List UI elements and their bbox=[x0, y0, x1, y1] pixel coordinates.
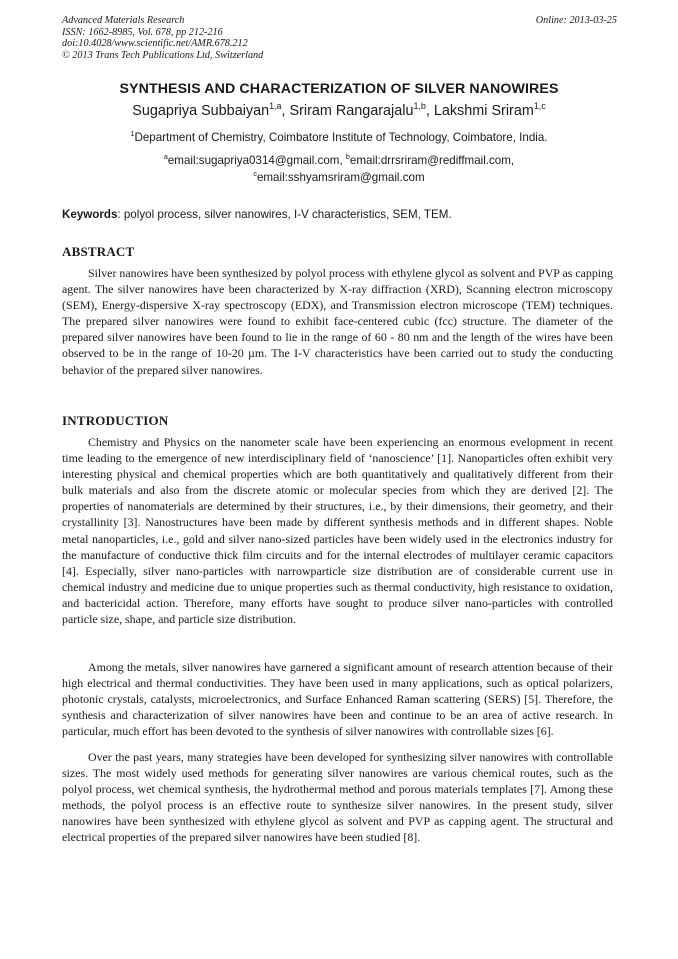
email-address[interactable]: email:sugapriya0314@gmail.com, bbox=[167, 154, 343, 167]
intro-paragraph-2: Among the metals, silver nanowires have garnered a significant amount of research attention because of their high electrical and thermal conductivities. They have been used in many applications, such as optical polarizers, photonic crystals, catalysts, microelectronics, and Surface Enhanced Raman scattering (SERS) [5]. Therefore, the synthesis and characterization of silver nanowires have been and continue to be an area of active research. In particular, much effort has been devoted to the synthesis of silver nanowires with controllable sizes [6]. bbox=[62, 660, 613, 739]
introduction-heading: INTRODUCTION bbox=[62, 413, 169, 428]
keywords-text: : polyol process, silver nanowires, I-V characteristics, SEM, TEM. bbox=[117, 208, 452, 221]
online-date: Online: 2013-03-25 bbox=[535, 15, 617, 26]
email-line bbox=[0, 169, 678, 186]
email-address[interactable]: email:drrsriram@rediffmail.com, bbox=[349, 154, 515, 167]
journal-copyright: © 2013 Trans Tech Publications Ltd, Switzerland bbox=[62, 49, 264, 61]
journal-doi: doi:10.4028/www.scientific.net/AMR.678.212 bbox=[62, 38, 248, 50]
email-sup: c bbox=[253, 169, 257, 179]
author-list: Sugapriya Subbaiyan$^{1,a}$, Sriram Rangarajalu$^{1,b}$, Lakshmi Sriram$^{1,c}$ bbox=[132, 101, 546, 119]
author-sup: 1,a bbox=[269, 101, 282, 112]
email-sup: b bbox=[345, 152, 350, 162]
keywords-line bbox=[62, 208, 617, 221]
email-block bbox=[0, 152, 678, 186]
author-name: Sriram Rangarajalu bbox=[289, 103, 414, 119]
author-name: Lakshmi Sriram bbox=[433, 103, 534, 119]
email-address[interactable]: email:sshyamsriram@gmail.com bbox=[256, 171, 425, 184]
affiliation bbox=[0, 131, 678, 144]
email-line bbox=[0, 152, 678, 169]
email-sup: a bbox=[163, 152, 168, 162]
intro-paragraph-1: Chemistry and Physics on the nanometer scale have been experiencing an enormous evelopment in recent time leading to the emergence of new interdisciplinary field of ‘nanoscience’ [1]. Nanoparticles often exhibit very interesting physical and chemical properties which are both quantitatively and qualitatively different from their bulk materials and also from the discrete atomic or molecular species from which they are derived [2]. The properties of nanomaterials are determined by their structures, i.e., by their dimensions, their geometry, and their crystallinity [3]. Nanostructures have been made by different synthesis methods and in different shapes. Noble metal nanoparticles, i.e., gold and silver nano-sized particles have been widely used in the electronics industry for the manufacture of conductive thick film circuits and for the internal electrodes of multilayer ceramic capacitors [4]. Especially, silver nano-particles with narrowparticle size distribution are of considerable current use in chemical industry and medicine due to unique properties such as thermal conductivity, high resistance to oxidation, and bactericidal action. Therefore, many efforts have sought to produce silver nano-particles with controlled particle size, shape, and particle size distribution. bbox=[62, 435, 613, 627]
journal-header bbox=[62, 15, 617, 61]
author-sup: 1,c bbox=[533, 101, 546, 112]
keywords-label: Keywords bbox=[62, 208, 118, 221]
abstract-text: Silver nanowires have been synthesized by polyol process with ethylene glycol as solvent and PVP as capping agent. The silver nanowires have been characterized by X-ray diffraction (XRD), Scanning electron microscopy (SEM), Energy-dispersive X-ray spectroscopy (EDX), and Transmission electron microscope (TEM) techniques. The prepared silver nanowires were found to exhibit face-centered cubic (fcc) structure. The diameter of the prepared silver nanowires have been found to lie in the range of 60 - 80 nm and the length of the wires have been observed to be in the range of 10-20 µm. The I-V characteristics have been carried out to study the conducting behavior of the prepared silver nanowires. bbox=[62, 266, 613, 377]
abstract-heading: ABSTRACT bbox=[62, 244, 135, 259]
author-sup: 1,b bbox=[413, 101, 426, 112]
affiliation-text: Department of Chemistry, Coimbatore Institute of Technology, Coimbatore, India. bbox=[134, 131, 548, 144]
author-name: Sugapriya Subbaiyan bbox=[132, 103, 270, 119]
intro-paragraph-3: Over the past years, many strategies have been developed for synthesizing silver nanowires with controllable sizes. The most widely used methods for generating silver nanowires are various chemical routes, such as the polyol process, wet chemical synthesis, the hydrothermal method and porous materials templates [7]. Among these methods, the polyol process is an effective route to synthesize silver nanowires. In the present study, silver nanowires have been synthesized with ethylene glycol as solvent and PVP as capping agent. The structural and electrical properties of the prepared silver nanowires have been studied [8]. bbox=[62, 750, 613, 845]
journal-issn: ISSN: 1662-8985, Vol. 678, pp 212-216 bbox=[62, 26, 223, 38]
journal-name: Advanced Materials Research bbox=[62, 15, 185, 26]
paper-title: SYNTHESIS AND CHARACTERIZATION OF SILVER NANOWIRES bbox=[119, 81, 559, 97]
affiliation-sup: 1 bbox=[130, 129, 135, 139]
